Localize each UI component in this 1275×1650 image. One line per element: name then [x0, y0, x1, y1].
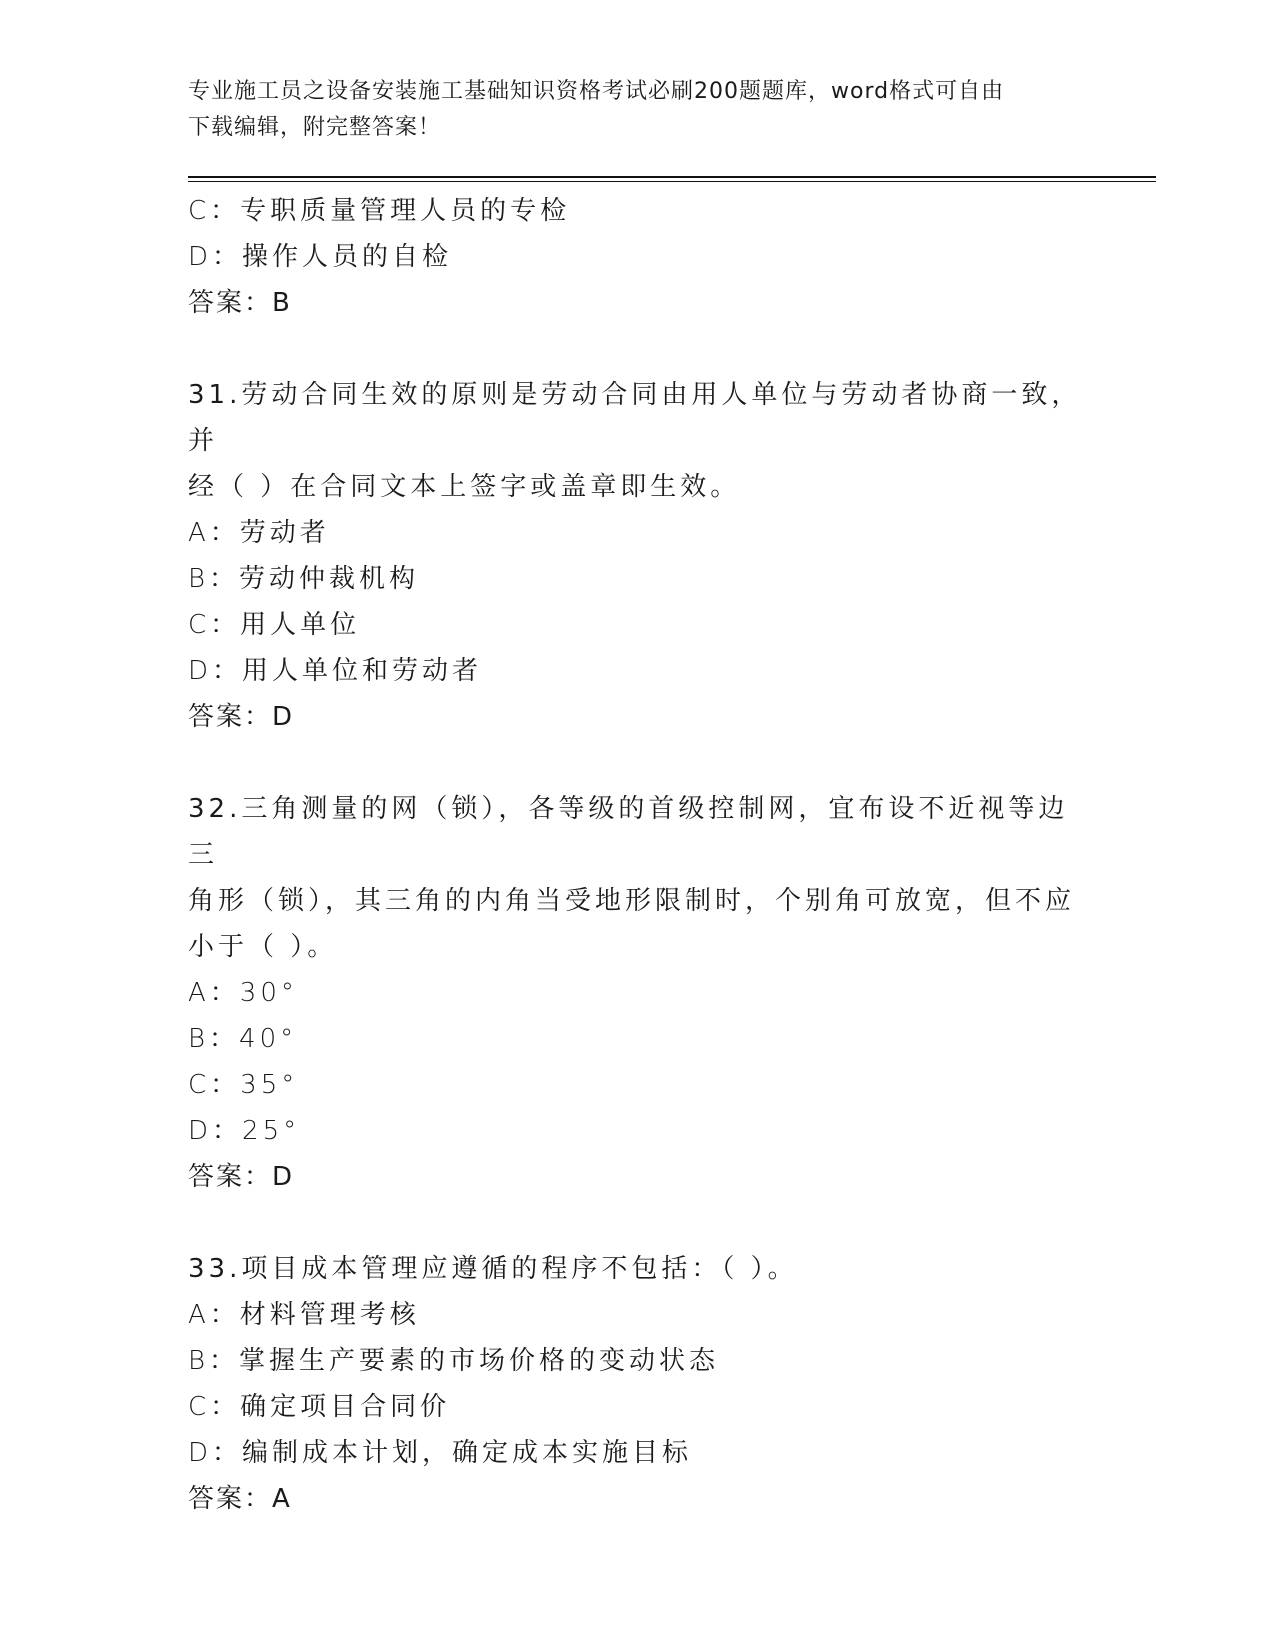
- question-content: [188, 188, 1088, 1522]
- spacer: [188, 326, 1088, 372]
- question-stem-line: 32.三角测量的网（锁），各等级的首级控制网，宜布设不近视等边三: [188, 794, 1069, 870]
- option-b: B：40°: [188, 1024, 298, 1054]
- option-c: C：确定项目合同价: [188, 1392, 451, 1422]
- answer-line: 答案：B: [188, 288, 292, 318]
- option-d: D：25°: [188, 1116, 301, 1146]
- option-a: A：30°: [188, 978, 298, 1008]
- question-stem-line: 小于（ ）。: [188, 932, 338, 962]
- header-line-2: 下载编辑，附完整答案！: [188, 115, 442, 140]
- header-line-1: 专业施工员之设备安装施工基础知识资格考试必刷200题题库，word格式可自由: [188, 79, 1005, 104]
- option-b: B：劳动仲裁机构: [188, 564, 420, 594]
- option-b: B：掌握生产要素的市场价格的变动状态: [188, 1346, 720, 1376]
- question-31: [188, 372, 1088, 740]
- question-33: [188, 1246, 1088, 1522]
- answer-line: 答案：A: [188, 1484, 292, 1514]
- option-a: A：劳动者: [188, 518, 330, 548]
- spacer: [188, 740, 1088, 786]
- answer-line: 答案：D: [188, 1162, 295, 1192]
- question-30-carryover: [188, 188, 1088, 326]
- answer-line: 答案：D: [188, 702, 295, 732]
- question-32: [188, 786, 1088, 1200]
- spacer: [188, 1200, 1088, 1246]
- option-d: D：操作人员的自检: [188, 242, 453, 272]
- header-divider-thick: [188, 176, 1156, 178]
- question-stem-line: 31.劳动合同生效的原则是劳动合同由用人单位与劳动者协商一致，并: [188, 380, 1082, 456]
- document-header: [188, 74, 1088, 146]
- question-stem-line: 角形（锁），其三角的内角当受地形限制时，个别角可放宽，但不应: [188, 886, 1076, 916]
- option-c: C：专职质量管理人员的专检: [188, 196, 571, 226]
- option-c: C：35°: [188, 1070, 299, 1100]
- question-stem-line: 经（ ）在合同文本上签字或盖章即生效。: [188, 472, 741, 502]
- question-stem-line: 33.项目成本管理应遵循的程序不包括：（ ）。: [188, 1254, 798, 1284]
- header-divider-thin: [188, 181, 1156, 182]
- option-d: D：编制成本计划，确定成本实施目标: [188, 1438, 693, 1468]
- option-c: C：用人单位: [188, 610, 361, 640]
- option-a: A：材料管理考核: [188, 1300, 420, 1330]
- option-d: D：用人单位和劳动者: [188, 656, 483, 686]
